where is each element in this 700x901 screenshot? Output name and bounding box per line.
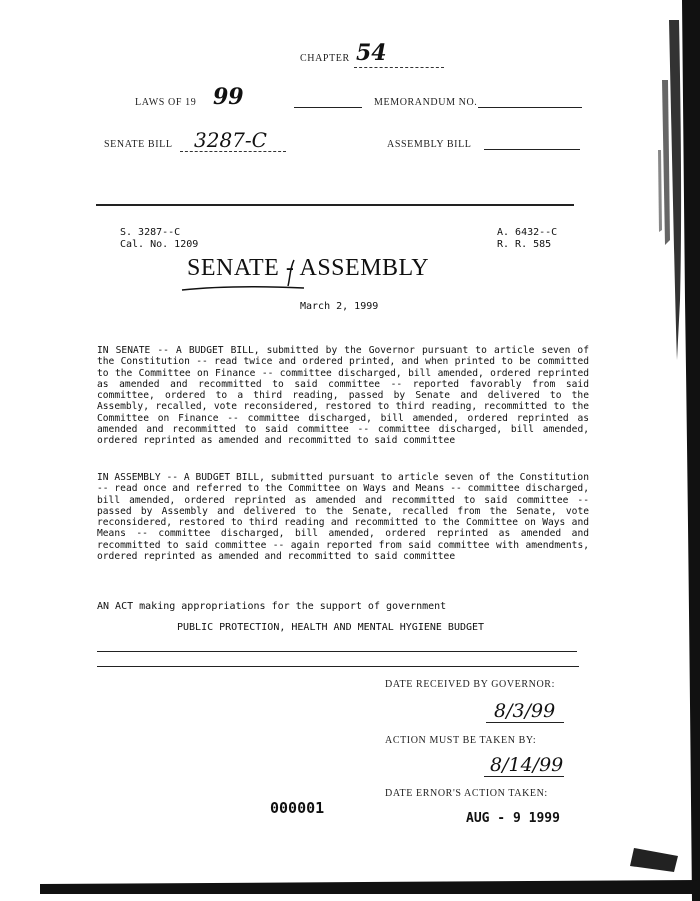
action-deadline-value: 8/14/99 (490, 754, 564, 776)
senate-print-number: S. 3287--C (120, 227, 181, 238)
action-taken-label: DATE ERNOR'S ACTION TAKEN: (385, 788, 548, 799)
date-received-value: 8/3/99 (494, 700, 556, 722)
assembly-history-text: IN ASSEMBLY -- A BUDGET BILL, submitted pursuant to article seven of the Constitution -- read once and referred to the Committee on Ways and Means -- committee discharged, bill amended, ordered reprinted as amended and recommitted to said committee -- passed by Assembly and delivered to the Senate, recalled from the Senate, vote reconsidered, restored to third reading and recommitted to the Committee on Ways and Means -- committee discharged, bill amended, ordered reprinted as amended and recommitted to said committee -- again reported from said committee with amendments, ordered reprinted as amended and recommitted to said committee (97, 472, 589, 563)
chapter-number: 54 (356, 40, 387, 66)
assembly-bill-blank-line (484, 149, 580, 150)
action-deadline-label: ACTION MUST BE TAKEN BY: (385, 735, 537, 746)
action-deadline-underline (484, 776, 564, 777)
chamber-title: SENATE - ASSEMBLY (187, 255, 430, 281)
assembly-rules-number: R. R. 585 (497, 238, 552, 250)
laws-of-label: LAWS OF 19 (135, 97, 197, 108)
handwritten-mark (180, 256, 315, 296)
chapter-label: CHAPTER (300, 53, 350, 64)
senate-history (97, 345, 589, 447)
senate-history-text: IN SENATE -- A BUDGET BILL, submitted by the Governor pursuant to article seven of the Constitution -- read twice and ordered printed, and when printed to be committed to the Committee on Finance -- committee discharged, bill amended, ordered reprinted as amended and recommitted to said committee -- reported favorably from said committee, ordered to a third reading, passed by Senate and delivered to the Assembly, recalled, vote reconsidered, restored to third reading, recommitted to the Committee on Finance -- committee discharged, bill amended, ordered reprinted as amended and recommitted to said committee -- committee discharged, bill amended, ordered reprinted as amended and recommitted to said committee (97, 345, 589, 447)
laws-blank-line (294, 107, 362, 108)
budget-title: PUBLIC PROTECTION, HEALTH AND MENTAL HYGIENE BUDGET (177, 622, 485, 633)
senate-bill-underline (180, 151, 286, 152)
bill-date: March 2, 1999 (300, 301, 379, 312)
senate-bill-label: SENATE BILL (104, 139, 173, 150)
date-received-underline (486, 722, 564, 723)
signature-line-1 (97, 651, 577, 652)
page-number: 000001 (270, 799, 325, 817)
action-taken-stamp: AUG - 9 1999 (466, 811, 560, 826)
scan-bottom-edge (40, 880, 700, 894)
senate-bill-number: 3287-C (194, 128, 267, 152)
act-title: AN ACT making appropriations for the support of government (97, 601, 447, 612)
assembly-history (97, 472, 589, 562)
laws-year: 99 (213, 84, 244, 110)
senate-identifiers (120, 227, 198, 250)
scan-edge-shadow (622, 0, 700, 901)
signature-line-2 (97, 666, 579, 667)
assembly-print-number: A. 6432--C (497, 227, 558, 238)
date-received-label: DATE RECEIVED BY GOVERNOR: (385, 679, 555, 690)
memorandum-blank-line (478, 107, 582, 108)
assembly-bill-label: ASSEMBLY BILL (387, 139, 472, 150)
assembly-identifiers (497, 227, 557, 250)
senate-calendar-number: Cal. No. 1209 (120, 238, 199, 250)
header-divider (96, 204, 574, 206)
chapter-underline (354, 67, 444, 68)
memorandum-label: MEMORANDUM NO. (374, 97, 478, 108)
